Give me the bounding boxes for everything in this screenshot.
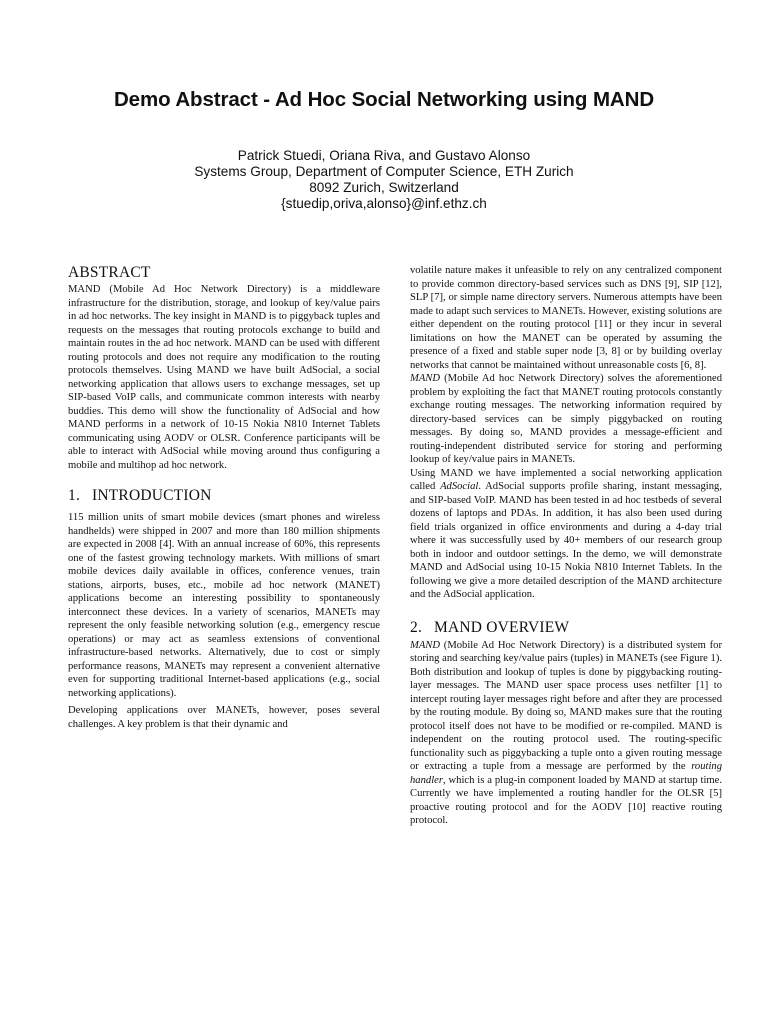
introduction-paragraph-3: volatile nature makes it unfeasible to rely on any centralized component to provide common directory-based services such as DNS [9], SIP [12], SLP [7], or simple name directory servers. Numerous attempts have been made to adapt such services to MANETs. However, existing solutions are either dependent on the routing protocol [11] or they incur in several limitations on how the MANET can be operated by assuming the presence of a fixed and stable super node [3, 8] or by building overlay networks that cannot be maintained without unreasonable costs [6, 8]. bbox=[410, 265, 722, 371]
abstract-heading: ABSTRACT bbox=[68, 264, 151, 281]
routing-handler-term: routing handler bbox=[410, 761, 722, 786]
overview-heading bbox=[410, 619, 722, 637]
introduction-paragraph-5: Using MAND we have implemented a social networking application called AdSocial. AdSocial supports profile sharing, instant messaging, and SIP-based VoIP. MAND has been tested in ad hoc testbeds of several dozens of laptops and PDAs. In addition, it has also been used during field trials organized in office environments and during a 4-day trial where it was successfully used by 40+ members of our research group both in indoor and outdoor settings. In the demo, we will demonstrate MAND and AdSocial using 10-15 Nokia N810 Internet Tablets. In the following we give a more detailed description of the MAND architecture and the AdSocial application. bbox=[410, 467, 722, 600]
author-affiliation: Systems Group, Department of Computer Science, ETH Zurich bbox=[194, 164, 574, 179]
author-block bbox=[0, 148, 768, 212]
mand-term: MAND bbox=[410, 373, 441, 384]
introduction-paragraph-1: 115 million units of smart mobile devices (smart phones and wireless handhelds) were shipped in 2007 and more than 180 million shipments are expected in 2008 [4]. With an annual increase of 60%, this represents one of the fastest growing technology markets. With millions of smart mobile devices daily available in offices, conference venues, train stations, airports, buses, etc., mobile ad hoc network (MANET) applications become an interesting possibility to spontaneously interconnect these devices. In a variety of scenarios, MANETs may represent the only feasible networking solution (e.g., emergency rescue operations) or may act as seamless extensions of conventional infrastructure-based networks. Alternatively, due to cost or simply performance reasons, MANETs may represent a convenient alternative even for supporting traditional Internet-based applications (e.g., social networking applications). bbox=[68, 512, 380, 699]
abstract-text: MAND (Mobile Ad Hoc Network Directory) is a middleware infrastructure for the distribution, storage, and lookup of key/value pairs in ad hoc networks. The key insight in MAND is to piggyback tuples and requests on the messages that routing protocols exchange to build and maintain routes in the ad hoc network. MAND can be used with different routing protocols and does not require any modification to the routing protocols themselves. Using MAND we have built AdSocial, a social networking application that allows users to exchange messages, set up SIP-based VoIP calls, and communicate common interests with nearby buddies. This demo will show the functionality of AdSocial and how MAND performs in a network of 10-15 Nokia N810 Internet Tablets communicating using AODV or OLSR. Conference participants will be able to interact with AdSocial while moving around thus configuring a mobile and multihop ad hoc network. bbox=[68, 284, 380, 471]
left-column bbox=[68, 264, 380, 731]
overview-paragraph: MAND (Mobile Ad Hoc Network Directory) is a distributed system for storing and searching key/value pairs (tuples) in MANETs (see Figure 1). Both distribution and lookup of tuples is done by piggybacking routing-layer messages. The MAND user space process uses netfilter [1] to intercept routing layer messages right before and after they are processed by the routing module. By doing so, MAND makes sure that the routing protocol itself does not have to be modified or re-compiled. MAND is independent on the routing protocol used. The routing-specific functionality such as piggybacking a tuple onto a given routing message or extracting a tuple from a message are performed by the routing handler, which is a plug-in component loaded by MAND at startup time. Currently we have implemented a routing handler for the OLSR [5] proactive routing protocol and for the AODV [10] reactive routing protocol. bbox=[410, 639, 722, 826]
introduction-number: 1. bbox=[68, 487, 81, 504]
right-column bbox=[410, 264, 722, 828]
introduction-paragraph-2: Developing applications over MANETs, however, poses several challenges. A key problem is that their dynamic and bbox=[68, 705, 380, 730]
paper-title: Demo Abstract - Ad Hoc Social Networking using MAND bbox=[113, 88, 655, 111]
introduction-heading bbox=[68, 487, 380, 505]
author-email: {stuedip,oriva,alonso}@inf.ethz.ch bbox=[281, 196, 487, 211]
introduction-paragraph-4: MAND (Mobile Ad hoc Network Directory) solves the aforementioned problem by exploiting the fact that MANET routing protocols constantly exchange routing messages. The networking information required by directory-based services can be simply piggybacked on routing messages. By doing so, MAND provides a message-efficient and routing-independent distributed service for storing and performing lookup of key/value pairs in MANETs. bbox=[410, 373, 722, 465]
overview-title: MAND OVERVIEW bbox=[434, 618, 570, 636]
overview-number: 2. bbox=[410, 618, 423, 636]
introduction-title: INTRODUCTION bbox=[92, 487, 212, 504]
author-address: 8092 Zurich, Switzerland bbox=[309, 180, 459, 195]
author-names: Patrick Stuedi, Oriana Riva, and Gustavo Alonso bbox=[237, 148, 531, 163]
adsocial-term: AdSocial bbox=[440, 481, 479, 492]
overview-mand-term: MAND bbox=[410, 639, 441, 651]
